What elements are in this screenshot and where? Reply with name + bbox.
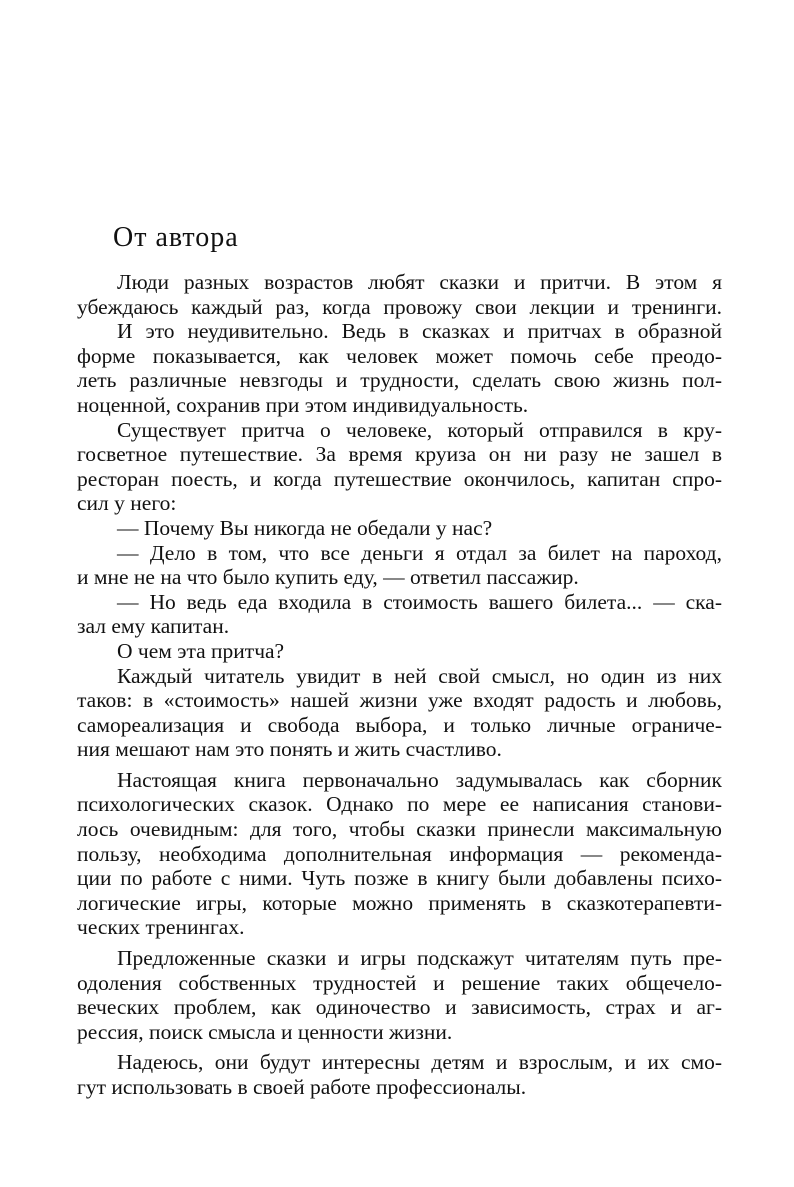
text-line: зал ему капитан. [77,614,230,639]
text-line: Существует притча о человеке, который отправился в кру- [117,417,722,442]
text-line: убеждаюсь каждый раз, когда провожу свои лекции и тренинги. [77,294,722,319]
text-line: и мне не на что было купить еду, — ответил пассажир. [77,565,579,590]
text-line: И это неудивительно. Ведь в сказках и притчах в образной [117,319,722,344]
text-line: леть различные невзгоды и трудности, сделать свою жизнь пол- [77,368,722,393]
text-line: Надеюсь, они будут интересны детям и взрослым, и их смо- [117,1050,722,1075]
text-line: — Дело в том, что все деньги я отдал за билет на пароход, [117,540,722,565]
text-line: О чем эта притча? [117,638,285,663]
text-line: гут использовать в своей работе профессионалы. [77,1075,527,1099]
text-line: веческих проблем, как одиночество и зависимость, страх и аг- [77,995,722,1020]
text-line: Каждый читатель увидит в ней свой смысл, но один из них [117,663,722,688]
text-line: пользу, необходима дополнительная информация — рекоменда- [77,841,722,866]
text-line: Предложенные сказки и игры подскажут читателям путь пре- [117,946,722,971]
text-line: ноценной, сохранив при этом индивидуальность. [77,392,529,417]
text-line: лось очевидным: для того, чтобы сказки принесли максимальную [77,817,722,842]
text-line: — Но ведь еда входила в стоимость вашего билета... — ска- [117,589,722,614]
body-text [77,270,722,1100]
text-line: рессия, поиск смысла и ценности жизни. [77,1019,453,1044]
text-line: форме показывается, как человек может помочь себе преодо- [77,343,722,368]
text-line: ческих тренингах. [77,915,245,940]
text-line: — Почему Вы никогда не обедали у нас? [117,515,493,540]
text-line: самореализация и свобода выбора, и только личные ограниче- [77,712,722,737]
text-line: ресторан поесть, и когда путешествие окончилось, капитан спро- [77,466,722,491]
text-line: одоления собственных трудностей и решение таких общечело- [77,970,722,995]
text-line: Настоящая книга первоначально задумывалась как сборник [117,767,722,792]
text-line: ции по работе с ними. Чуть позже в книгу были добавлены психо- [77,866,722,891]
text-line: Люди разных возрастов любят сказки и притчи. В этом я [117,270,722,294]
text-line: таков: в «стоимость» нашей жизни уже входят радость и любовь, [77,688,722,713]
text-line: психологических сказок. Однако по мере ее написания станови- [77,792,722,817]
text-line: госветное путешествие. За время круиза он ни разу не зашел в [77,442,722,467]
text-line: ния мешают нам это понять и жить счастливо. [77,737,502,762]
page-title: От автора [113,222,239,253]
text-line: сил у него: [77,491,177,516]
text-line: логические игры, которые можно применять в сказкотерапевти- [77,890,722,915]
